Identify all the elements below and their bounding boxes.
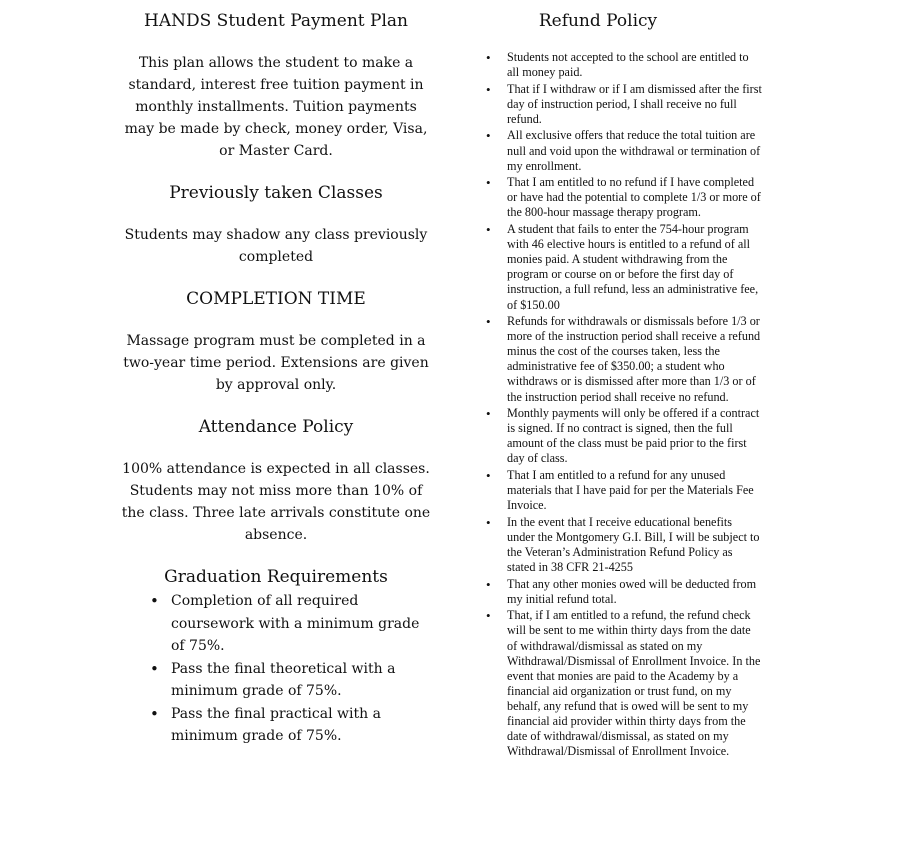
graduation-title: Graduation Requirements bbox=[164, 567, 388, 587]
refund-item: • A student that fails to enter the 754-hour program with 46 elective hours is entitled to a refund of all monies paid. A student withdrawing from the program or course on or before the first day of instruction, a full refund, less an administrative fee, of $150.00 bbox=[480, 222, 762, 313]
refund-policy-title: Refund Policy bbox=[538, 11, 658, 31]
refund-policy-list bbox=[480, 50, 762, 759]
left-column bbox=[120, 8, 432, 748]
attendance-body: 100% attendance is expected in all classes. Students may not miss more than 10% of the class. Three late arrivals constitute one absence. bbox=[121, 461, 431, 543]
graduation-item: • Pass the final theoretical with a minimum grade of 75%. bbox=[120, 658, 432, 703]
refund-item: • That, if I am entitled to a refund, the refund check will be sent to me within thirty days from the date of withdrawal/dismissal as stated on my Withdrawal/Dismissal of Enrollment Invoice. In the event that monies are paid to the Academy by a financial aid organization or trust fund, on my behalf, any refund that is owed will be sent to my financial aid provider within thirty days from the date of withdrawal/dismissal, as stated on my Withdrawal/Dismissal of Enrollment Invoice. bbox=[480, 608, 762, 759]
refund-item: • That any other monies owed will be deducted from my initial refund total. bbox=[480, 577, 762, 607]
graduation-list bbox=[120, 590, 432, 748]
refund-item: • That I am entitled to a refund for any unused materials that I have paid for per the Materials Fee Invoice. bbox=[480, 468, 762, 513]
refund-item: • That if I withdraw or if I am dismissed after the first day of instruction period, I shall receive no full refund. bbox=[480, 82, 762, 127]
refund-item: • That I am entitled to no refund if I have completed or have had the potential to complete 1/3 or more of the 800-hour massage therapy program. bbox=[480, 175, 762, 220]
payment-plan-title: HANDS Student Payment Plan bbox=[144, 11, 408, 31]
previous-classes-body: Students may shadow any class previously completed bbox=[124, 227, 428, 265]
completion-time-title: COMPLETION TIME bbox=[186, 289, 366, 309]
refund-item: • Refunds for withdrawals or dismissals before 1/3 or more of the instruction period shall receive a refund minus the cost of the courses taken, less the administrative fee of $350.00; a student who withdraws or is dismissed after more than 1/3 or of the instruction period shall receive no refund. bbox=[480, 314, 762, 405]
completion-time-body: Massage program must be completed in a two-year time period. Extensions are given by approval only. bbox=[123, 333, 429, 393]
graduation-item: • Completion of all required coursework with a minimum grade of 75%. bbox=[120, 590, 432, 658]
attendance-title: Attendance Policy bbox=[198, 417, 354, 437]
refund-item: • Monthly payments will only be offered if a contract is signed. If no contract is signed, then the full amount of the class must be paid prior to the first day of class. bbox=[480, 406, 762, 466]
previous-classes-title: Previously taken Classes bbox=[169, 183, 383, 203]
right-column bbox=[480, 8, 762, 761]
refund-item: • Students not accepted to the school are entitled to all money paid. bbox=[480, 50, 762, 80]
refund-item: • All exclusive offers that reduce the total tuition are null and void upon the withdrawal or termination of my enrollment. bbox=[480, 128, 762, 173]
graduation-item: • Pass the final practical with a minimum grade of 75%. bbox=[120, 703, 432, 748]
refund-item: • In the event that I receive educational benefits under the Montgomery G.I. Bill, I will be subject to the Veteran’s Administration Refund Policy as stated in 38 CFR 21-4255 bbox=[480, 515, 762, 575]
payment-plan-body: This plan allows the student to make a standard, interest free tuition payment in monthly installments. Tuition payments may be made by check, money order, Visa, or Master Card. bbox=[124, 55, 428, 159]
